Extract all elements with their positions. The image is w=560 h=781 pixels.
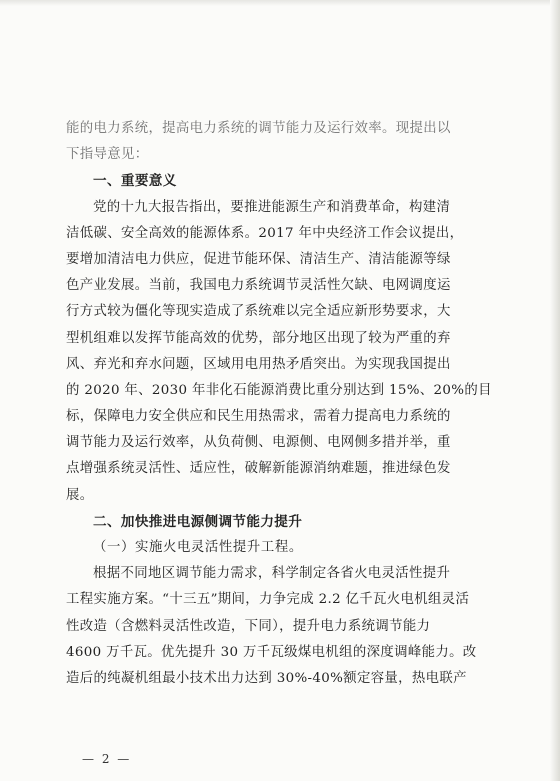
body-line: 工程实施方案。“十三五”期间，力争完成 2.2 亿千瓦火电机组灵活: [66, 592, 470, 608]
page-number: — 2 —: [82, 752, 132, 766]
subsection-heading-thermal-flexibility: （一）实施火电灵活性提升工程。: [93, 540, 303, 555]
body-line: 展。: [66, 487, 94, 503]
body-line: 的 2020 年、2030 年非化石能源消费比重分别达到 15%、20%的目: [66, 382, 492, 398]
section-heading-power-source: 二、加快推进电源侧调节能力提升: [93, 513, 303, 530]
body-line: 要增加清洁电力供应，促进节能环保、清洁生产、清洁能源等绿: [66, 251, 451, 267]
body-line: 4600 万千瓦。优先提升 30 万千瓦级煤电机组的深度调峰能力。改: [66, 644, 477, 660]
body-line: 下指导意见：: [66, 147, 149, 163]
body-line: 标，保障电力安全供应和民生用热需求，需着力提高电力系统的: [66, 409, 451, 425]
body-line: 党的十九大报告指出，要推进能源生产和消费革命，构建清: [93, 199, 451, 215]
document-body: [66, 116, 514, 692]
body-line: 行方式较为僵化等现实造成了系统难以完全适应新形势要求，大: [66, 304, 451, 320]
body-line: 性改造（含燃料灵活性改造，下同），提升电力系统调节能力: [66, 618, 431, 634]
body-line: 点增强系统灵活性、适应性，破解新能源消纳难题，推进绿色发: [66, 461, 451, 477]
body-line: 能的电力系统，提高电力系统的调节能力及运行效率。现提出以: [66, 121, 451, 136]
body-line: 洁低碳、安全高效的能源体系。2017 年中央经济工作会议提出，: [66, 225, 464, 241]
section-heading-significance: 一、重要意义: [93, 173, 177, 190]
body-line: 调节能力及运行效率，从负荷侧、电源侧、电网侧多措并举，重: [66, 435, 451, 451]
page-right-edge: [550, 0, 560, 781]
body-line: 根据不同地区调节能力需求，科学制定各省火电灵活性提升: [93, 566, 451, 582]
body-line: 造后的纯凝机组最小技术出力达到 30%-40%额定容量，热电联产: [66, 670, 467, 686]
body-line: 型机组难以发挥节能高效的优势，部分地区出现了较为严重的弃: [66, 330, 451, 346]
page-top-edge: [0, 0, 560, 6]
body-line: 风、弃光和弃水问题，区域用电用热矛盾突出。为实现我国提出: [66, 356, 451, 372]
body-line: 色产业发展。当前，我国电力系统调节灵活性欠缺、电网调度运: [66, 278, 451, 294]
